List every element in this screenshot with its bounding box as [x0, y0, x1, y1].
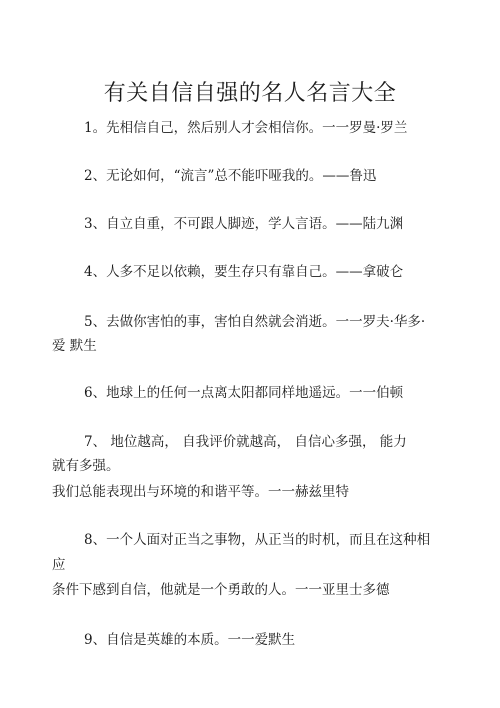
quote-5-line-2: 爱 默生	[52, 338, 97, 354]
quote-7-line-2: 就有多强。	[52, 458, 120, 474]
quote-9-line-1: 9、自信是英雄的本质。一一爱默生	[84, 632, 296, 648]
quote-1-line-1: 1。先相信自己，然后别人才会相信你。一一罗曼·罗兰	[84, 120, 408, 136]
quote-2-line-1: 2、无论如何，“流言”总不能吓哑我的。——鲁迅	[84, 168, 377, 184]
quote-7-line-3: 我们总能表现出与环境的和谐平等。一一赫兹里特	[52, 484, 349, 500]
quote-8-line-2: 应	[52, 557, 66, 573]
quote-8-line-3: 条件下感到自信，他就是一个勇敢的人。一一亚里士多德	[52, 582, 390, 598]
quote-6-line-1: 6、地球上的任何一点离太阳都同样地遥远。一一伯顿	[84, 385, 404, 401]
quote-8-line-1: 8、一个人面对正当之事物，从正当的时机，而且在这种相	[84, 532, 431, 548]
quote-4-line-1: 4、人多不足以依赖，要生存只有靠自己。——拿破仑	[84, 264, 404, 280]
quote-7-line-1: 7、 地位越高， 自我评价就越高， 自信心多强， 能力	[84, 434, 407, 450]
quote-5-line-1: 5、去做你害怕的事，害怕自然就会消逝。一一罗夫·华多·	[84, 314, 426, 330]
quote-3-line-1: 3、自立自重，不可跟人脚迹，学人言语。——陆九渊	[84, 216, 404, 232]
document-title: 有关自信自强的名人名言大全	[103, 81, 397, 106]
